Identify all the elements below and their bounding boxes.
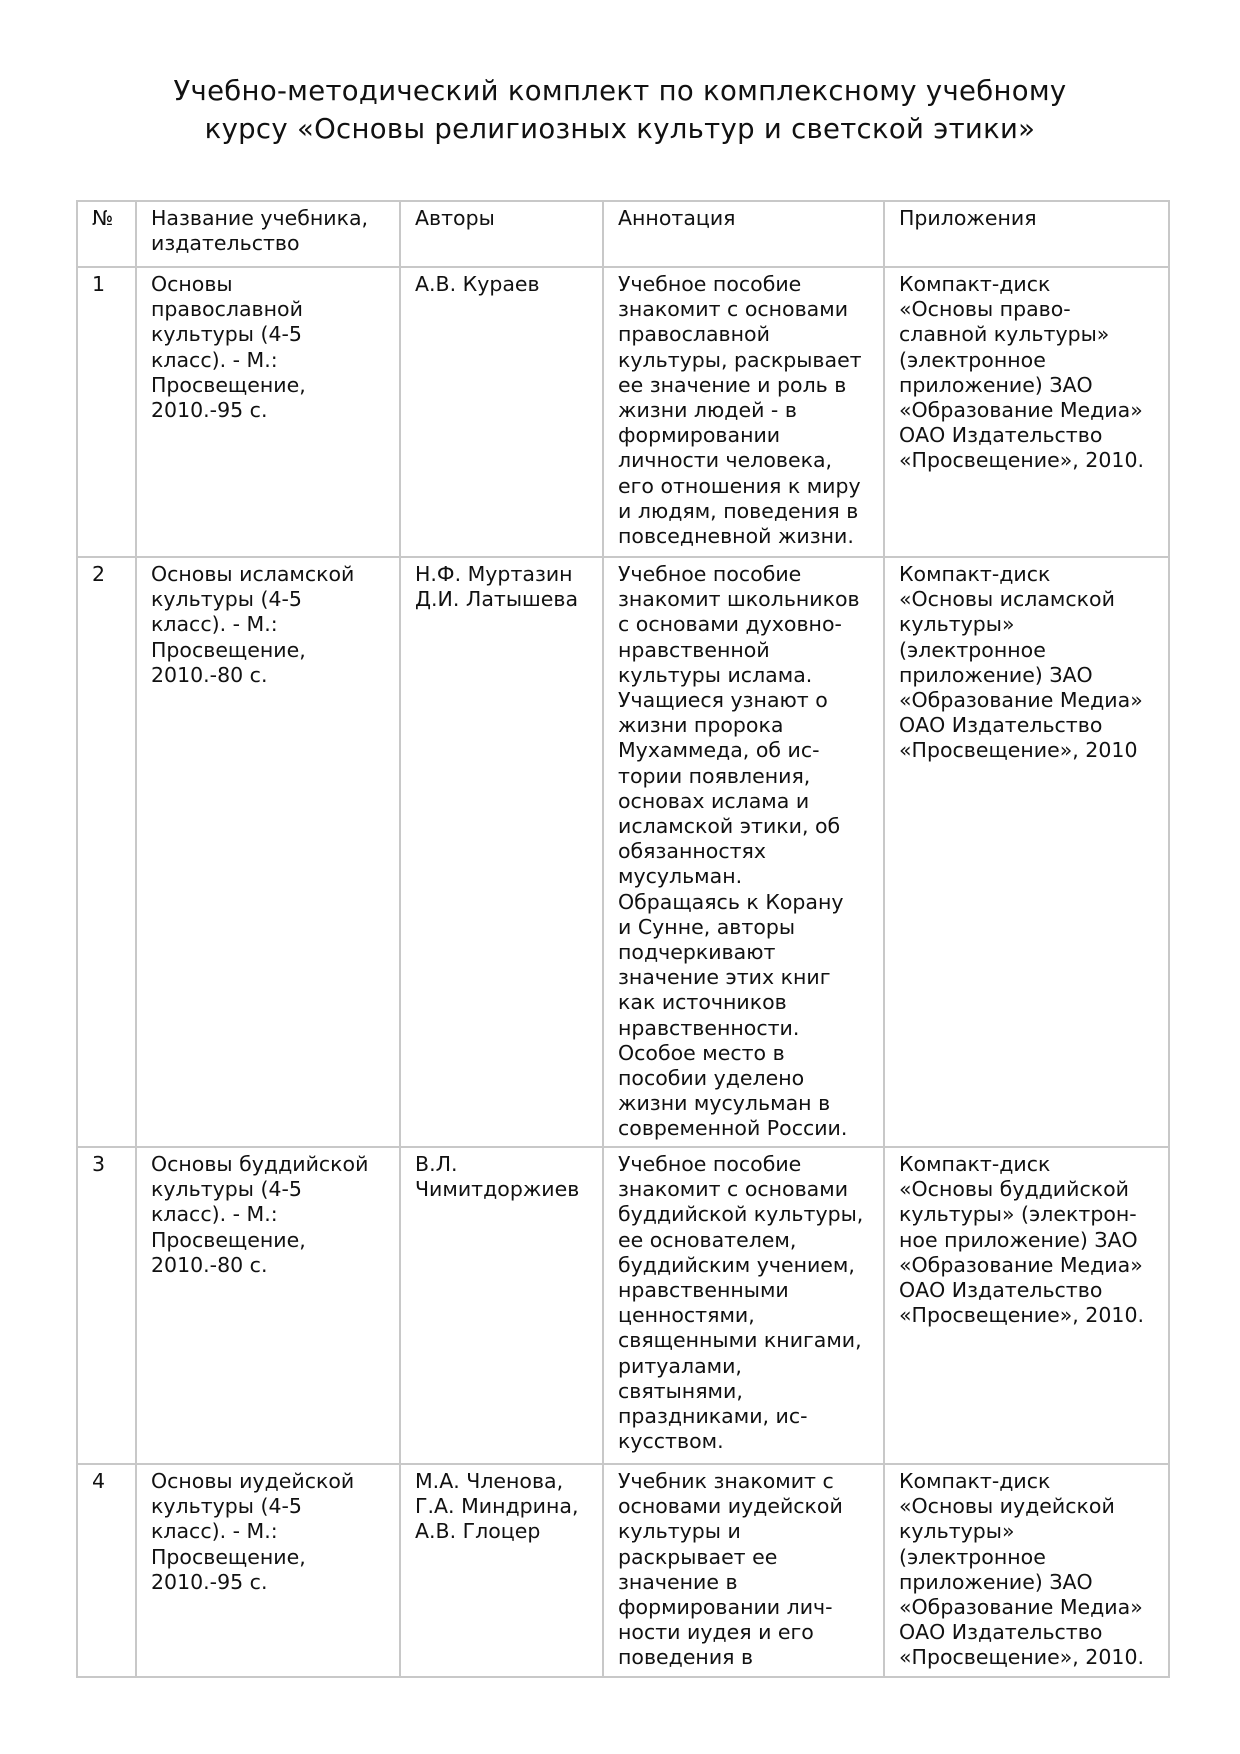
table-row [77,557,1169,1147]
document-title-line-1: Учебно-методический комплект по комплексному учебному [173,75,1067,107]
textbook-table [76,200,1170,1678]
cell-annotation: Учебное пособие знакомит школьников с основами духовно- нравственной культуры ислама. Учащиеся узнают о жизни пророка Мухаммеда, об ис- тории появления, основах ислама и исламской этики, об обязанностях мусульман. Обращаясь к Корану и Сунне, авторы подчеркивают значение этих книг как источников нравственности. Особое место в пособии уделено жизни мусульман в современной России. [603,557,884,1147]
cell-authors: М.А. Членова, Г.А. Миндрина, А.В. Глоцер [400,1464,603,1677]
header-title-publisher: Название учебника, издательство [136,201,400,267]
cell-title: Основы исламской культуры (4-5 класс). - М.: Просвещение, 2010.-80 с. [136,557,400,1147]
cell-number: 3 [77,1147,136,1464]
header-annotation: Аннотация [603,201,884,267]
cell-authors: Н.Ф. Муртазин Д.И. Латышева [400,557,603,1147]
cell-appendix: Компакт-диск «Основы исламской культуры» (электронное приложение) ЗАО «Образование Медиа» ОАО Издательство «Просвещение», 2010 [884,557,1169,1147]
header-authors: Авторы [400,201,603,267]
cell-number: 4 [77,1464,136,1677]
document-title-line-2: курсу «Основы религиозных культур и светской этики» [204,113,1036,145]
cell-number: 1 [77,267,136,557]
cell-appendix: Компакт-диск «Основы иудейской культуры» (электронное приложение) ЗАО «Образование Медиа» ОАО Издательство «Просвещение», 2010. [884,1464,1169,1677]
table-header-row [77,201,1169,267]
cell-appendix: Компакт-диск «Основы буддийской культуры» (электрон- ное приложение) ЗАО «Образование Медиа» ОАО Издательство «Просвещение», 2010. [884,1147,1169,1464]
cell-annotation: Учебник знакомит с основами иудейской культуры и раскрывает ее значение в формировании лич- ности иудея и его поведения в [603,1464,884,1677]
header-number: № [77,201,136,267]
cell-number: 2 [77,557,136,1147]
cell-annotation: Учебное пособие знакомит с основами буддийской культуры, ее основателем, буддийским учением, нравственными ценностями, священными книгами, ритуалами, святынями, праздниками, ис- кусством. [603,1147,884,1464]
cell-title: Основы православной культуры (4-5 класс). - М.: Просвещение, 2010.-95 с. [136,267,400,557]
table-row [77,1464,1169,1677]
cell-title: Основы буддийской культуры (4-5 класс). - М.: Просвещение, 2010.-80 с. [136,1147,400,1464]
cell-authors: А.В. Кураев [400,267,603,557]
cell-appendix: Компакт-диск «Основы право- славной культуры» (электронное приложение) ЗАО «Образование Медиа» ОАО Издательство «Просвещение», 2010. [884,267,1169,557]
table-row [77,1147,1169,1464]
cell-annotation: Учебное пособие знакомит с основами православной культуры, раскрывает ее значение и роль в жизни людей - в формировании личности человека, его отношения к миру и людям, поведения в повседневной жизни. [603,267,884,557]
document-title [0,72,1240,148]
table-row [77,267,1169,557]
cell-authors: В.Л. Чимитдоржиев [400,1147,603,1464]
cell-title: Основы иудейской культуры (4-5 класс). - М.: Просвещение, 2010.-95 с. [136,1464,400,1677]
header-appendix: Приложения [884,201,1169,267]
